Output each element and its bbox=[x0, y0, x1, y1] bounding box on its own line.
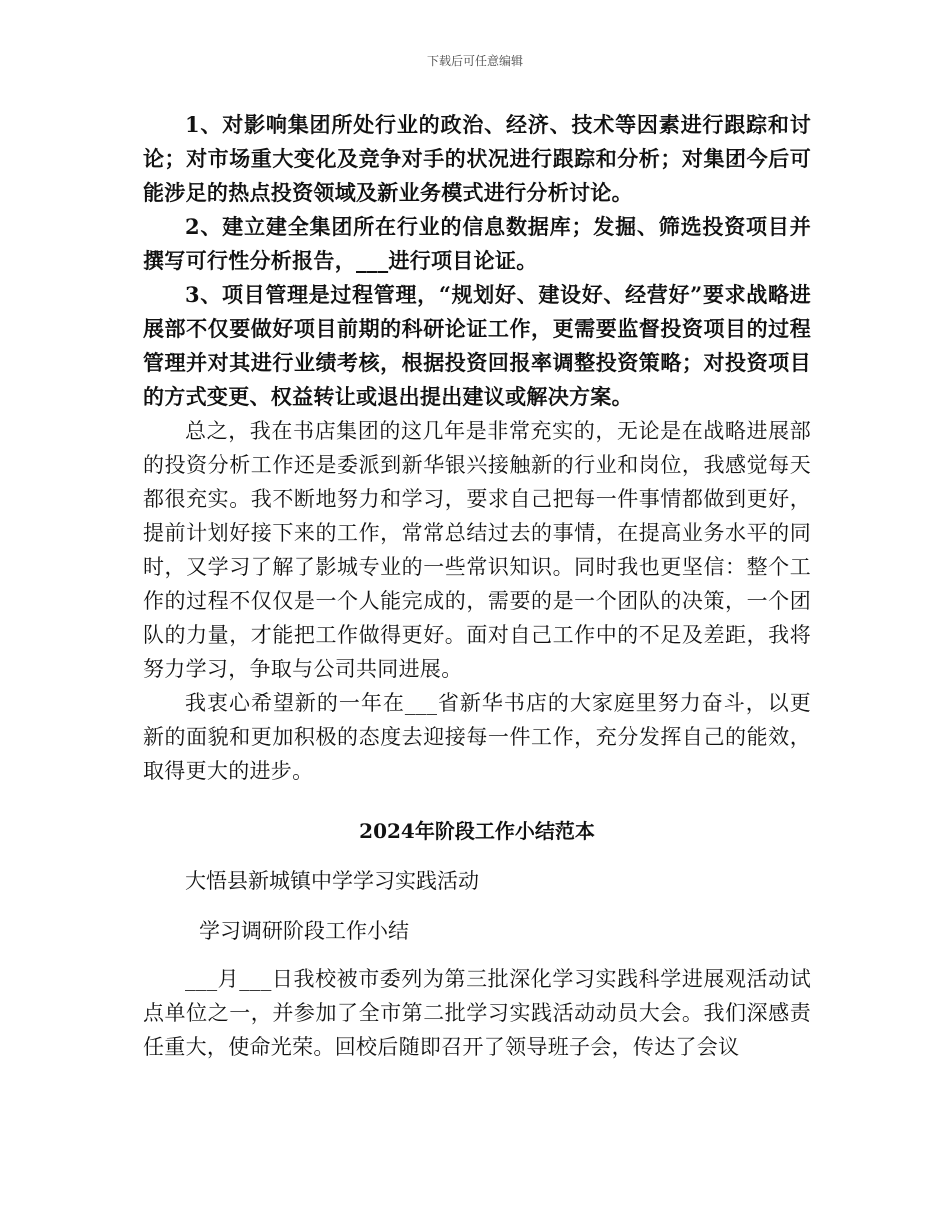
paragraph-item-1: 1、对影响集团所处行业的政治、经济、技术等因素进行跟踪和讨论；对市场重大变化及竞争对手的状况进行跟踪和分析；对集团今后可能涉足的热点投资领域及新业务模式进行分析讨论。 bbox=[143, 112, 811, 205]
document-body bbox=[143, 108, 811, 1064]
section-subtitle-school: 大悟县新城镇中学学习实践活动 bbox=[185, 869, 479, 893]
section-body-paragraph: ___月___日我校被市委列为第三批深化学习实践科学进展观活动试点单位之一，并参加了全市第二批学习实践活动动员大会。我们深感责任重大，使命光荣。回校后随即召开了领导班子会，传达了会议 bbox=[143, 967, 811, 1059]
section-subtitle-stage: 学习调研阶段工作小结 bbox=[199, 919, 409, 943]
section-title: 2024年阶段工作小结范本 bbox=[359, 819, 595, 843]
paragraph-item-2: 2、建立建全集团所在行业的信息数据库；发掘、筛选投资项目并撰写可行性分析报告，___进行项目论证。 bbox=[143, 214, 811, 273]
paragraph-summary: 总之，我在书店集团的这几年是非常充实的，无论是在战略进展部的投资分析工作还是委派到新华银兴接触新的行业和岗位，我感觉每天都很充实。我不断地努力和学习，要求自己把每一件事情都做到更好，提前计划好接下来的工作，常常总结过去的事情，在提高业务水平的同时，又学习了解了影城专业的一些常识知识。同时我也更坚信：整个工作的过程不仅仅是一个人能完成的，需要的是一个团队的决策，一个团队的力量，才能把工作做得更好。面对自己工作中的不足及差距，我将努力学习，争取与公司共同进展。 bbox=[143, 419, 811, 681]
page-header: 下载后可任意编辑 bbox=[426, 54, 523, 68]
paragraph-wish: 我衷心希望新的一年在___省新华书店的大家庭里努力奋斗，以更新的面貌和更加积极的态度去迎接每一件工作，充分发挥自己的能效，取得更大的进步。 bbox=[143, 691, 811, 783]
paragraph-item-3: 3、项目管理是过程管理，“规划好、建设好、经营好”要求战略进展部不仅要做好项目前期的科研论证工作，更需要监督投资项目的过程管理并对其进行业绩考核，根据投资回报率调整投资策略；对投资项目的方式变更、权益转让或退出提出建议或解决方案。 bbox=[143, 282, 811, 409]
